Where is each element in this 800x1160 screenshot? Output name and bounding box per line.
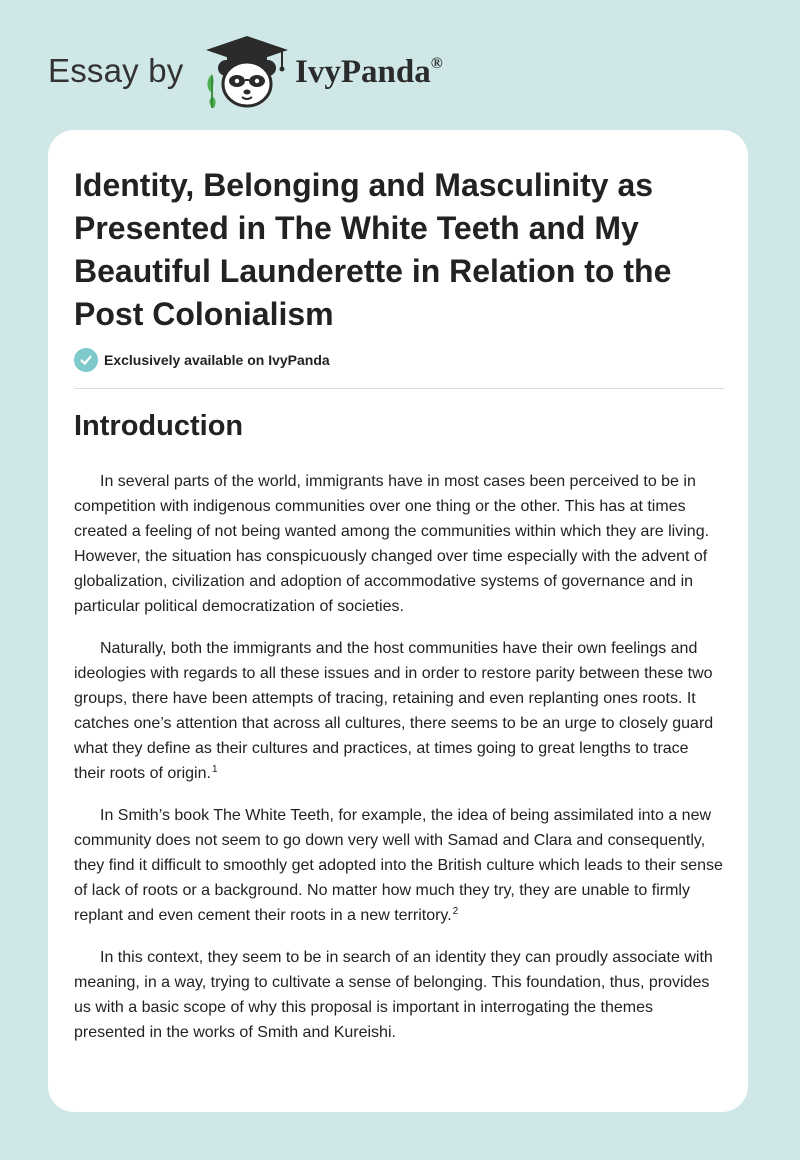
paragraph: In several parts of the world, immigrants have in most cases been perceived to be in competition with indigenous communities over one thing or the other. This has at times created a feeling of not being wanted among the communities within which they are living. However, the situation has conspicuously changed over time especially with the advent of globalization, civilization and adoption of accommodative systems of governance and in particular political democratization of societies. [74, 473, 710, 615]
paragraph: In Smith’s book The White Teeth, for example, the idea of being assimilated into a new community does not seem to go down very well with Samad and Clara and consequently, they find it difficult to smoothly get adopted into the British culture which leads to their sense of lack of roots or a background. No matter how much they try, they are unable to firmly replant and even cement their roots in a new territory.$^2$ [74, 807, 723, 924]
section-heading: Introduction [74, 410, 244, 442]
essay-card [48, 130, 748, 1112]
panda-graduate-icon[interactable] [202, 34, 292, 110]
paragraph: In this context, they seem to be in search of an identity they can proudly associate with meaning, in a way, trying to cultivate a sense of belonging. This foundation, thus, provides us with a basic scope of why this proposal is important in interrogating the themes presented in the works of Smith and Kureishi. [74, 949, 713, 1041]
brand-name[interactable]: IvyPanda® [295, 54, 443, 90]
footnote-ref[interactable]: 2 [452, 906, 459, 917]
essay-body [74, 469, 724, 1062]
site-header [48, 34, 508, 110]
trademark-symbol: ® [430, 55, 443, 72]
divider [74, 388, 724, 389]
exclusive-badge-text: Exclusively available on IvyPanda [104, 352, 330, 368]
essay-title: Identity, Belonging and Masculinity as Presented in The White Teeth and My Beautiful Launderette in Relation to the Post Colonialism [74, 167, 672, 332]
essay-by-label: Essay by [48, 52, 184, 89]
check-circle-icon [74, 348, 98, 372]
footnote-ref[interactable]: 1 [211, 764, 218, 775]
paragraph: Naturally, both the immigrants and the host communities have their own feelings and ideologies with regards to all these issues and in order to restore parity between these two groups, there have been attempts of tracing, retaining and even replanting ones roots. It catches one’s attention that across all cultures, there seems to be an urge to closely guard what they define as their cultures and practices, at times going to great lengths to trace their roots of origin.$^1$ [74, 640, 714, 782]
exclusive-badge [74, 347, 330, 373]
